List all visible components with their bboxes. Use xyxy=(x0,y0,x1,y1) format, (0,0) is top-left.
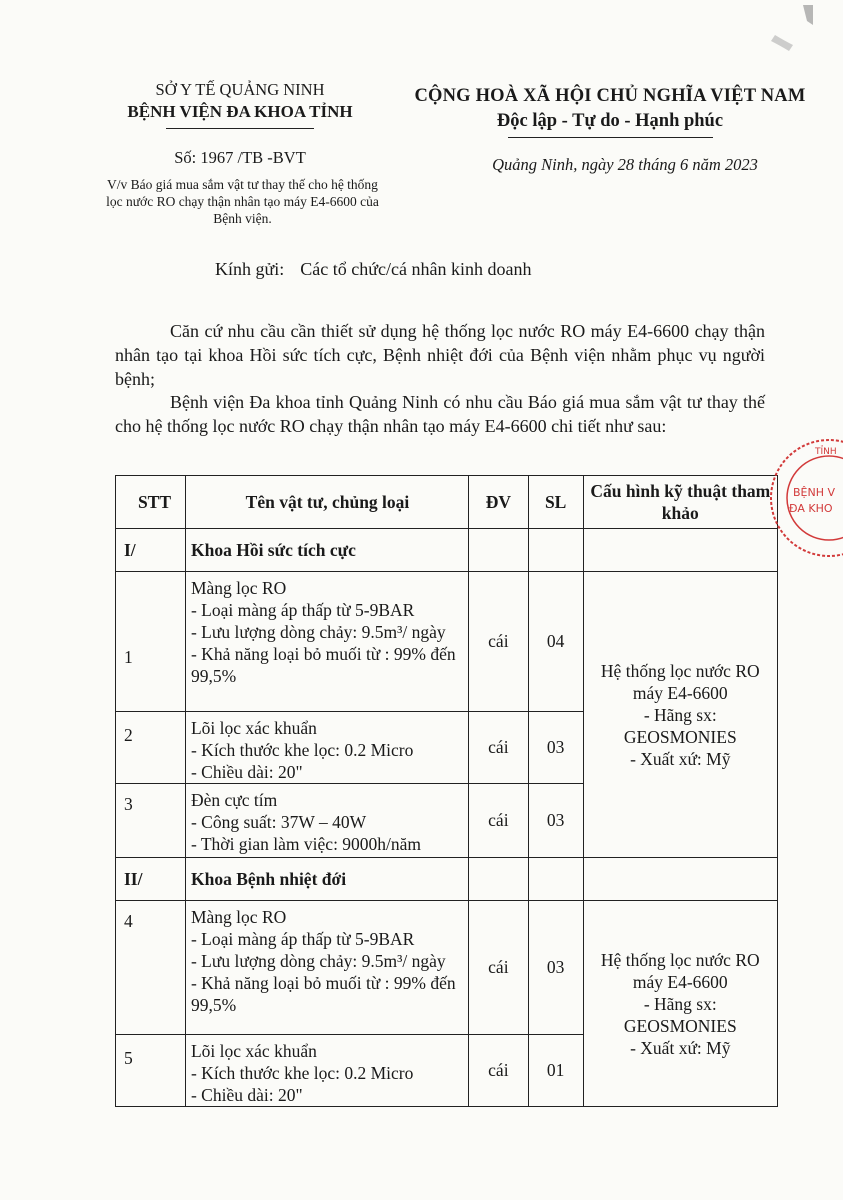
row-quantity: 03 xyxy=(528,901,583,1035)
department-name: SỞ Y TẾ QUẢNG NINH xyxy=(155,80,325,99)
row-quantity: 04 xyxy=(528,572,583,712)
item-line: - Công suất: 37W – 40W xyxy=(190,812,367,832)
item-line: - Kích thước khe lọc: 0.2 Micro xyxy=(190,1063,414,1083)
header-stt: STT xyxy=(116,476,186,529)
row-stt: 4 xyxy=(116,901,186,1035)
header-left-rule xyxy=(166,128,314,129)
config-line: - Xuất xứ: Mỹ xyxy=(630,1037,731,1058)
table-header-row xyxy=(116,476,778,529)
item-line: - Khả năng loại bỏ muối từ : 99% đến 99,5% xyxy=(190,973,456,1015)
row-stt: 5 xyxy=(116,1035,186,1107)
config-line: - Hãng sx: GEOSMONIES xyxy=(623,704,737,747)
document-subject: V/v Báo giá mua sắm vật tư thay thế cho hệ thống lọc nước RO chạy thận nhân tạo máy E4-6600 của Bệnh viện. xyxy=(106,177,379,226)
header-config: Cấu hình kỹ thuật tham khảo xyxy=(583,476,777,529)
header-right-rule xyxy=(508,137,713,138)
hospital-stamp xyxy=(759,432,843,564)
quotation-table xyxy=(115,475,778,1107)
national-motto: Độc lập - Tự do - Hạnh phúc xyxy=(496,111,724,131)
item-line: - Loại màng áp thấp từ 5-9BAR xyxy=(190,929,415,949)
item-line: - Chiều dài: 20" xyxy=(190,1085,303,1105)
paragraph-2: Bệnh viện Đa khoa tỉnh Quảng Ninh có nhu cầu Báo giá mua sắm vật tư thay thế cho hệ thống lọc nước RO chạy thận nhân tạo máy E4-6600 chi tiết như sau: xyxy=(115,392,765,436)
row-unit: cái xyxy=(468,572,528,712)
stamp-text-low: ĐA KHO xyxy=(789,502,833,515)
item-line: - Loại màng áp thấp từ 5-9BAR xyxy=(190,600,415,620)
row-quantity: 03 xyxy=(528,784,583,858)
row-stt: 1 xyxy=(116,572,186,712)
row-unit: cái xyxy=(468,784,528,858)
country-name: CỘNG HOÀ XÃ HỘI CHỦ NGHĨA VIỆT NAM xyxy=(414,86,806,106)
row-stt: 3 xyxy=(116,784,186,858)
item-line: - Khả năng loại bỏ muối từ : 99% đến 99,5% xyxy=(190,644,456,686)
row-quantity: 01 xyxy=(528,1035,583,1107)
config-line: - Hãng sx: GEOSMONIES xyxy=(623,993,737,1036)
salutation-label: Kính gửi: xyxy=(215,259,285,279)
row-config xyxy=(583,572,777,858)
row-stt: 2 xyxy=(116,712,186,784)
item-line: Màng lọc RO xyxy=(190,907,287,927)
section-name: Khoa Hồi sức tích cực xyxy=(185,529,468,572)
stamp-text-mid: BỆNH V xyxy=(793,486,836,499)
item-line: Lõi lọc xác khuẩn xyxy=(190,718,317,738)
row-item xyxy=(185,572,468,712)
row-item xyxy=(185,901,468,1035)
hospital-name: BỆNH VIỆN ĐA KHOA TỈNH xyxy=(127,102,353,121)
section-stt: I/ xyxy=(116,529,186,572)
item-line: Lõi lọc xác khuẩn xyxy=(190,1041,317,1061)
item-line: - Lưu lượng dòng chảy: 9.5m³/ ngày xyxy=(190,951,446,971)
header-dv: ĐV xyxy=(468,476,528,529)
header-name: Tên vật tư, chủng loại xyxy=(185,476,468,529)
salutation-recipient: Các tổ chức/cá nhân kinh doanh xyxy=(300,259,532,279)
section-row xyxy=(116,858,778,901)
item-line: - Chiều dài: 20" xyxy=(190,762,303,782)
item-line: Đèn cực tím xyxy=(190,790,278,810)
header-right xyxy=(390,86,830,138)
document-date: Quảng Ninh, ngày 28 tháng 6 năm 2023 xyxy=(492,155,758,174)
header-left xyxy=(95,80,385,129)
paragraph-1: Căn cứ nhu cầu cần thiết sử dụng hệ thống lọc nước RO máy E4-6600 chạy thận nhân tạo tại khoa Hồi sức tích cực, Bệnh nhiệt đới của Bệnh viện nhằm phục vụ người bệnh; xyxy=(115,321,765,389)
row-quantity: 03 xyxy=(528,712,583,784)
row-unit: cái xyxy=(468,712,528,784)
section-name: Khoa Bệnh nhiệt đới xyxy=(185,858,468,901)
item-line: - Lưu lượng dòng chảy: 9.5m³/ ngày xyxy=(190,622,446,642)
section-row xyxy=(116,529,778,572)
stamp-text-top: TỈNH xyxy=(815,447,837,457)
config-line: Hệ thống lọc nước RO máy E4-6600 xyxy=(600,949,760,992)
salutation xyxy=(215,259,531,280)
table-row xyxy=(116,572,778,712)
config-line: - Xuất xứ: Mỹ xyxy=(630,748,731,769)
config-line: Hệ thống lọc nước RO máy E4-6600 xyxy=(600,660,760,703)
item-line: - Thời gian làm việc: 9000h/năm xyxy=(190,834,422,854)
row-unit: cái xyxy=(468,901,528,1035)
item-line: Màng lọc RO xyxy=(190,578,287,598)
section-stt: II/ xyxy=(116,858,186,901)
row-config xyxy=(583,901,777,1107)
row-unit: cái xyxy=(468,1035,528,1107)
table-row xyxy=(116,901,778,1035)
document-number: Số: 1967 /TB -BVT xyxy=(174,148,306,167)
scan-artifact xyxy=(763,5,813,65)
item-line: - Kích thước khe lọc: 0.2 Micro xyxy=(190,740,414,760)
header-sl: SL xyxy=(528,476,583,529)
row-item xyxy=(185,712,468,784)
row-item xyxy=(185,784,468,858)
row-item xyxy=(185,1035,468,1107)
